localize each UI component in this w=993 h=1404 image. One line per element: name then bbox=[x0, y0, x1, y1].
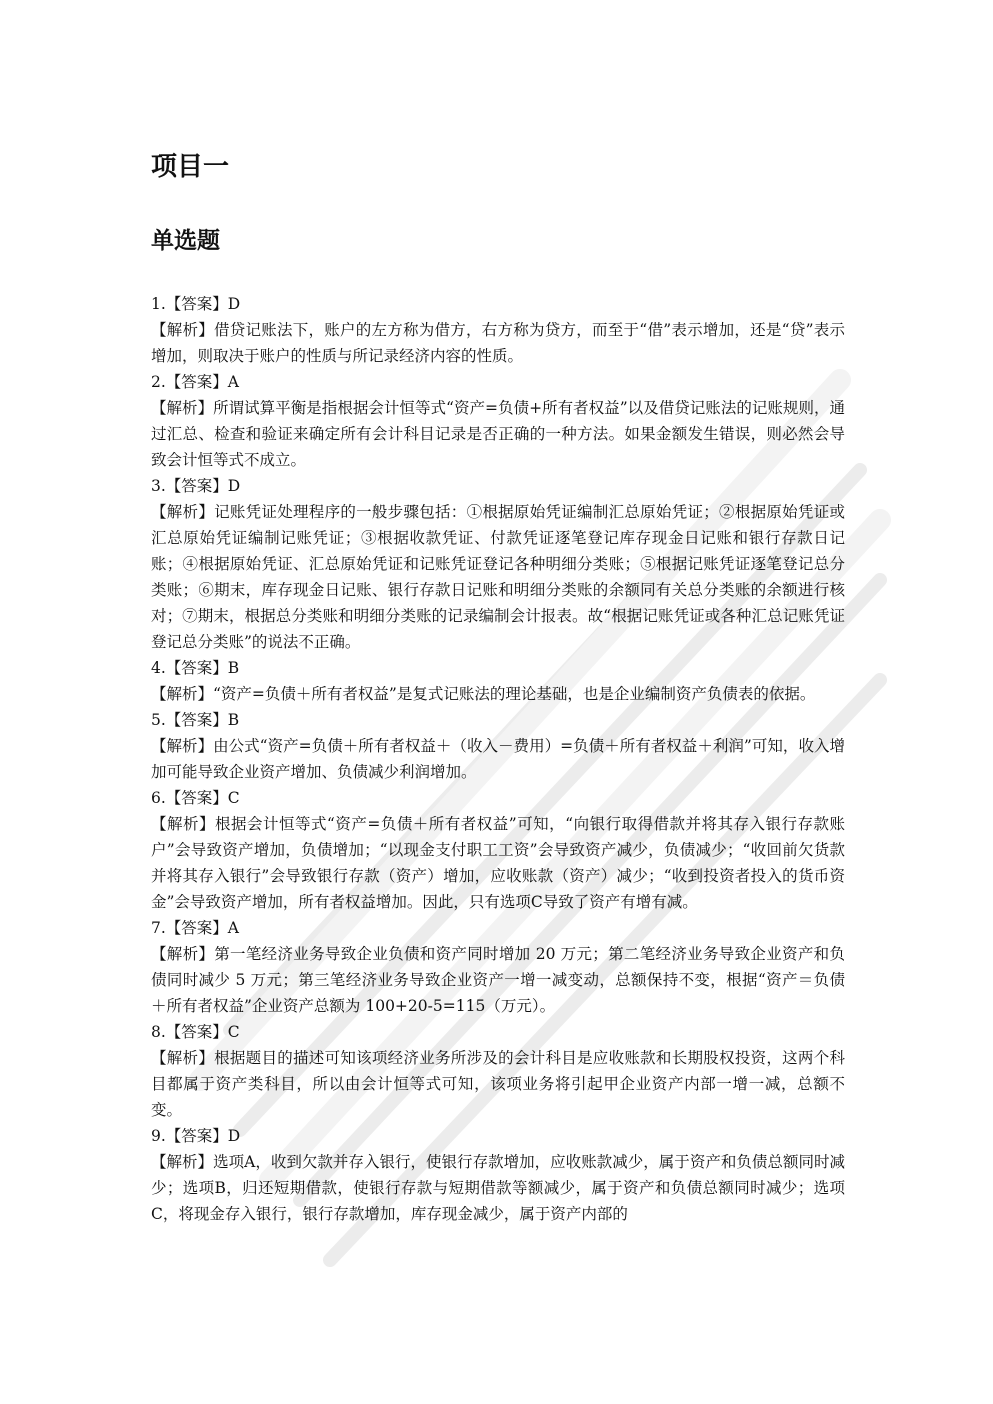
section-heading: 单选题 bbox=[151, 228, 220, 254]
page-title: 项目一 bbox=[151, 152, 230, 182]
explanation-text: 【解析】由公式“资产=负债＋所有者权益＋（收入－费用）=负债＋所有者权益＋利润”可知，收入增加可能导致企业资产增加、负债减少利润增加。 bbox=[151, 737, 845, 781]
answer-line: 6.【答案】C bbox=[151, 789, 240, 807]
answer-line: 7.【答案】A bbox=[151, 919, 239, 937]
list-item bbox=[151, 473, 845, 655]
list-item bbox=[151, 369, 845, 473]
list-item bbox=[151, 785, 845, 915]
answer-line: 2.【答案】A bbox=[151, 373, 239, 391]
list-item bbox=[151, 655, 845, 707]
answer-line: 3.【答案】D bbox=[151, 477, 241, 495]
explanation-text: 【解析】记账凭证处理程序的一般步骤包括：①根据原始凭证编制汇总原始凭证；②根据原始凭证或汇总原始凭证编制记账凭证；③根据收款凭证、付款凭证逐笔登记库存现金日记账和银行存款日记账；④根据原始凭证、汇总原始凭证和记账凭证登记各种明细分类账；⑤根据记账凭证逐笔登记总分类账；⑥期末，库存现金日记账、银行存款日记账和明细分类账的余额同有关总分类账的余额进行核对；⑦期末，根据总分类账和明细分类账的记录编制会计报表。故“根据记账凭证或各种汇总记账凭证登记总分类账”的说法不正确。 bbox=[151, 503, 845, 651]
list-item bbox=[151, 1019, 845, 1123]
answer-line: 5.【答案】B bbox=[151, 711, 240, 729]
answer-line: 8.【答案】C bbox=[151, 1023, 240, 1041]
list-item bbox=[151, 291, 845, 369]
answer-line: 4.【答案】B bbox=[151, 659, 240, 677]
explanation-text: 【解析】借贷记账法下，账户的左方称为借方，右方称为贷方，而至于“借”表示增加，还是“贷”表示增加，则取决于账户的性质与所记录经济内容的性质。 bbox=[151, 321, 845, 365]
list-item bbox=[151, 1123, 845, 1227]
explanation-text: 【解析】选项A，收到欠款并存入银行，使银行存款增加，应收账款减少，属于资产和负债总额同时减少；选项B，归还短期借款，使银行存款与短期借款等额减少，属于资产和负债总额同时减少；选项C，将现金存入银行，银行存款增加，库存现金减少，属于资产内部的 bbox=[151, 1153, 845, 1223]
answer-line: 9.【答案】D bbox=[151, 1127, 241, 1145]
answer-line: 1.【答案】D bbox=[151, 295, 241, 313]
explanation-text: 【解析】根据会计恒等式“资产=负债＋所有者权益”可知，“向银行取得借款并将其存入银行存款账户”会导致资产增加，负债增加；“以现金支付职工工资”会导致资产减少，负债减少；“收回前欠货款并将其存入银行”会导致银行存款（资产）增加，应收账款（资产）减少；“收到投资者投入的货币资金”会导致资产增加，所有者权益增加。因此，只有选项C导致了资产有增有减。 bbox=[151, 815, 845, 911]
answer-list bbox=[151, 291, 845, 1227]
explanation-text: 【解析】根据题目的描述可知该项经济业务所涉及的会计科目是应收账款和长期股权投资，这两个科目都属于资产类科目，所以由会计恒等式可知，该项业务将引起甲企业资产内部一增一减，总额不变。 bbox=[151, 1049, 845, 1119]
explanation-text: 【解析】第一笔经济业务导致企业负债和资产同时增加 20 万元；第二笔经济业务导致企业资产和负债同时减少 5 万元；第三笔经济业务导致企业资产一增一减变动，总额保持不变，根据“资产＝负债＋所有者权益”企业资产总额为 100+20-5=115（万元）。 bbox=[151, 945, 845, 1015]
list-item bbox=[151, 915, 845, 1019]
list-item bbox=[151, 707, 845, 785]
explanation-text: 【解析】“资产=负债＋所有者权益”是复式记账法的理论基础，也是企业编制资产负债表的依据。 bbox=[151, 685, 816, 703]
explanation-text: 【解析】所谓试算平衡是指根据会计恒等式“资产=负债+所有者权益”以及借贷记账法的记账规则，通过汇总、检查和验证来确定所有会计科目记录是否正确的一种方法。如果金额发生错误，则必然会导致会计恒等式不成立。 bbox=[151, 399, 845, 469]
